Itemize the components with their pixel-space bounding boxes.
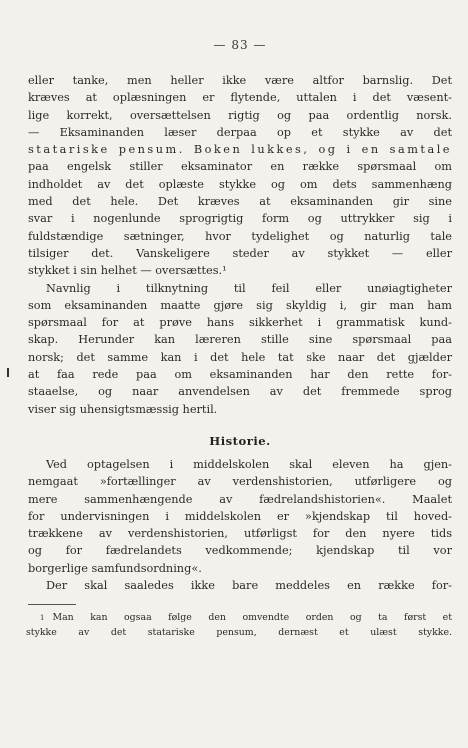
text-line: Ved optagelsen i middelskolen skal eleven ha gjen- [46, 457, 452, 471]
text-line: spørsmaal for at prøve hans sikkerhet i grammatisk kund- [28, 316, 452, 330]
text-line: paa engelsk stiller eksaminator en række spørsmaal om [28, 160, 452, 174]
text-line: norsk; det samme kan i det hele tat ske naar det gjælder [28, 350, 452, 364]
footnote-line: stykke av det statariske pensum, dernæst et ulæst stykke. [26, 626, 452, 638]
text-line: med det hele. Det kræves at eksaminanden gir sine [28, 195, 452, 209]
text-line: Der skal saaledes ikke bare meddeles en række for- [46, 579, 452, 593]
footnote-divider [28, 604, 76, 605]
text-line: viser sig uhensigtsmæssig hertil. [28, 402, 218, 416]
paragraph-history-continued [26, 577, 454, 594]
text-line: lige korrekt, oversættelsen rigtig og paa ordentlig norsk. [28, 108, 452, 122]
text-line: eller tanke, men heller ikke være altfor barnslig. Det [28, 74, 452, 87]
text-line: som eksaminanden maatte gjøre sig skyldig i, gir man ham [28, 298, 452, 312]
text-line: Navnlig i tilknytning til feil eller unøiagtigheter [46, 281, 452, 295]
text-line: for undervisningen i middelskolen er »kjendskap til hoved- [28, 509, 452, 523]
paragraph-grammar-questions [26, 280, 454, 418]
footnote-text: Man kan ogsaa følge den omvendte orden og ta først et [52, 612, 452, 624]
footnote-line [26, 611, 454, 626]
text-line: nemgaat »fortællinger av verdenshistorien, utførligere og [28, 475, 452, 489]
paragraph-exam-procedure [26, 72, 454, 280]
section-heading: Historie. [209, 433, 271, 448]
text-line: kræves at oplæsningen er flytende, uttalen i det væsent- [28, 91, 452, 105]
text-line: trækkene av verdenshistorien, utførligst for den nyere tids [28, 527, 452, 541]
text-line: at faa rede paa om eksaminanden har den rette for- [28, 368, 452, 382]
text-line: skap. Herunder kan læreren stille sine spørsmaal paa [28, 333, 452, 347]
text-line: statariske pensum. Boken lukkes, og i en samtale [28, 143, 452, 157]
text-line: indholdet av det oplæste stykke og om dets sammenhæng [28, 177, 452, 191]
footnote [26, 611, 454, 640]
text-line: svar i nogenlunde sprogrigtig form og uttrykker sig i [28, 212, 452, 226]
text-line: fuldstændige sætninger, hvor tydelighet og naturlig tale [28, 229, 452, 243]
text-line: og for fædrelandets vedkommende; kjendskap til vor [28, 544, 452, 558]
margin-mark [7, 368, 9, 377]
footnote-marker: 1 [40, 614, 45, 623]
text-line: tilsiger det. Vanskeligere steder av stykket — eller [28, 246, 452, 260]
text-line: staaelse, og naar anvendelsen av det fremmede sprog [28, 385, 452, 399]
text-line: borgerlige samfundsordning«. [28, 561, 202, 575]
page-number: — 83 — [213, 38, 267, 52]
book-page [26, 38, 454, 640]
text-line: stykket i sin helhet — oversættes.¹ [28, 264, 227, 278]
text-line: — Eksaminanden læser derpaa op et stykke av det [28, 125, 452, 139]
paragraph-history-intro [26, 456, 454, 577]
text-line: mere sammenhængende av fædrelandshistorien«. Maalet [28, 492, 452, 506]
